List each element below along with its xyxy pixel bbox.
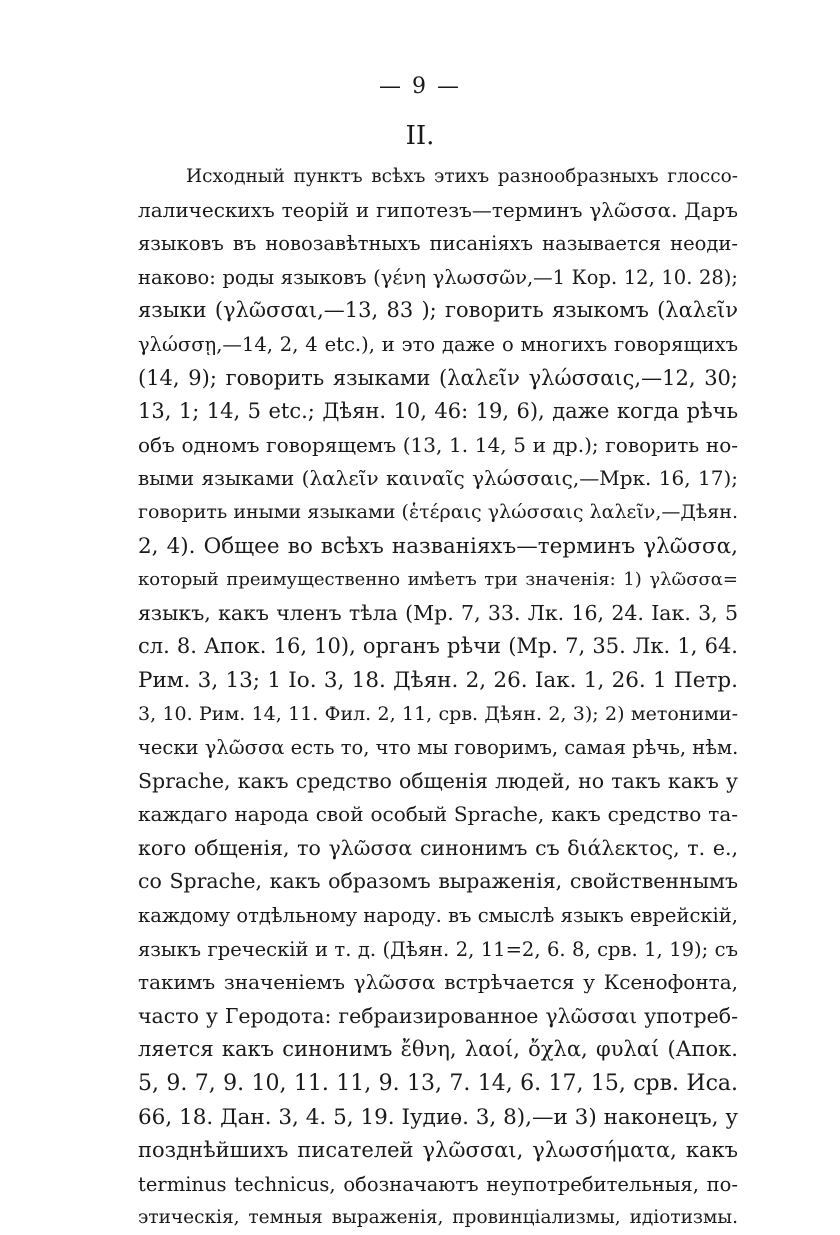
text-line: каждаго народа свой особый Sprache, какъ средство та- [138, 802, 738, 827]
text-line: языкъ греческій и т. д. (Дѣян. 2, 11=2, 6. 8, срв. 1, 19); съ [138, 937, 738, 961]
text-line: 66, 18. Дан. 3, 4. 5, 19. Іудиѳ. 3, 8),—и 3) наконецъ, у [138, 1104, 738, 1130]
text-line: 3, 10. Рим. 14, 11. Фил. 2, 11, срв. Дѣян. 2, 3); 2) метоними- [138, 702, 738, 725]
text-line: говорить иными языками (ἑτέραις γλώσσαις λαλεῖν,—Дѣян. [138, 500, 738, 523]
text-line: языковъ въ новозавѣтныхъ писаніяхъ называется неоди- [138, 232, 738, 256]
text-line: такимъ значеніемъ γλῶσσα встрѣчается у Ксенофонта, [138, 970, 738, 995]
text-line: позднѣйшихъ писателей γλῶσσαι, γλωσσήματα, какъ [138, 1138, 738, 1163]
text-line: (14, 9); говорить языками (λαλεῖν γλώσσαις,—12, 30; [138, 365, 738, 390]
text-line: сл. 8. Апок. 16, 10), органъ рѣчи (Мр. 7, 35. Лк. 1, 64. [138, 634, 738, 659]
text-line: γλώσσῃ,—14, 2, 4 etc.), и это даже о многихъ говорящихъ [138, 332, 738, 356]
text-line: каждому отдѣльному народу. въ смыслѣ языкъ еврейскій, [138, 904, 738, 928]
text-line: Sprache, какъ средство общенія людей, но такъ какъ у [138, 768, 738, 793]
text-line: со Sprache, какъ образомъ выраженія, свойственнымъ [138, 869, 738, 894]
body-paragraph [138, 160, 738, 1235]
text-line: языки (γλῶσσαι,—13, 83 ); говорить языкомъ (λαλεῖν [138, 298, 738, 323]
text-line: ляется какъ синонимъ ἔθνη, λαοί, ὄχλα, φυλαί (Апок. [138, 1037, 738, 1062]
page-number: — 9 — [379, 74, 461, 99]
section-heading: II. [405, 121, 435, 151]
text-line: кого общенія, то γλῶσσα синонимъ съ διάλεκτος, т. е., [138, 835, 738, 860]
text-line: чески γλῶσσα есть то, что мы говоримъ, самая рѣчь, нѣм. [138, 736, 738, 760]
text-line: 5, 9. 7, 9. 10, 11. 11, 9. 13, 7. 14, 6. 17, 15, срв. Иса. [138, 1071, 738, 1097]
text-line: 13, 1; 14, 5 etc.; Дѣян. 10, 46: 19, 6), даже когда рѣчь [138, 399, 738, 424]
text-line: выми языками (λαλεῖν καιναῖς γλώσσαις,—Мрк. 16, 17); [138, 466, 738, 491]
text-line: часто у Геродота: гебраизированное γλῶσσαι употреб- [138, 1003, 738, 1028]
text-line: лалическихъ теорій и гипотезъ—терминъ γλῶσσα. Даръ [138, 197, 738, 222]
text-line: Исходный пунктъ всѣхъ этихъ разнообразныхъ глоссо- [186, 166, 738, 187]
text-line: который преимущественно имѣетъ три значенія: 1) γλῶσσα= [138, 569, 738, 591]
text-line: 2, 4). Общее во всѣхъ названіяхъ—терминъ γλῶσσα, [138, 533, 738, 559]
text-line: языкъ, какъ членъ тѣла (Мр. 7, 33. Лк. 16, 24. Іак. 3, 5 [138, 600, 738, 625]
text-line: этическія, темныя выраженія, провинціализмы, идіотизмы. [138, 1207, 738, 1229]
text-line: объ одномъ говорящемъ (13, 1. 14, 5 и др.); говорить но- [138, 432, 738, 457]
text-line: Рим. 3, 13; 1 Іо. 3, 18. Дѣян. 2, 26. Іак. 1, 26. 1 Петр. [138, 667, 738, 693]
text-line: наково: роды языковъ (γένη γλωσσῶν,—1 Кор. 12, 10. 28); [138, 265, 738, 289]
text-line: terminus technicus, обозначаютъ неупотребительныя, по- [138, 1172, 738, 1196]
